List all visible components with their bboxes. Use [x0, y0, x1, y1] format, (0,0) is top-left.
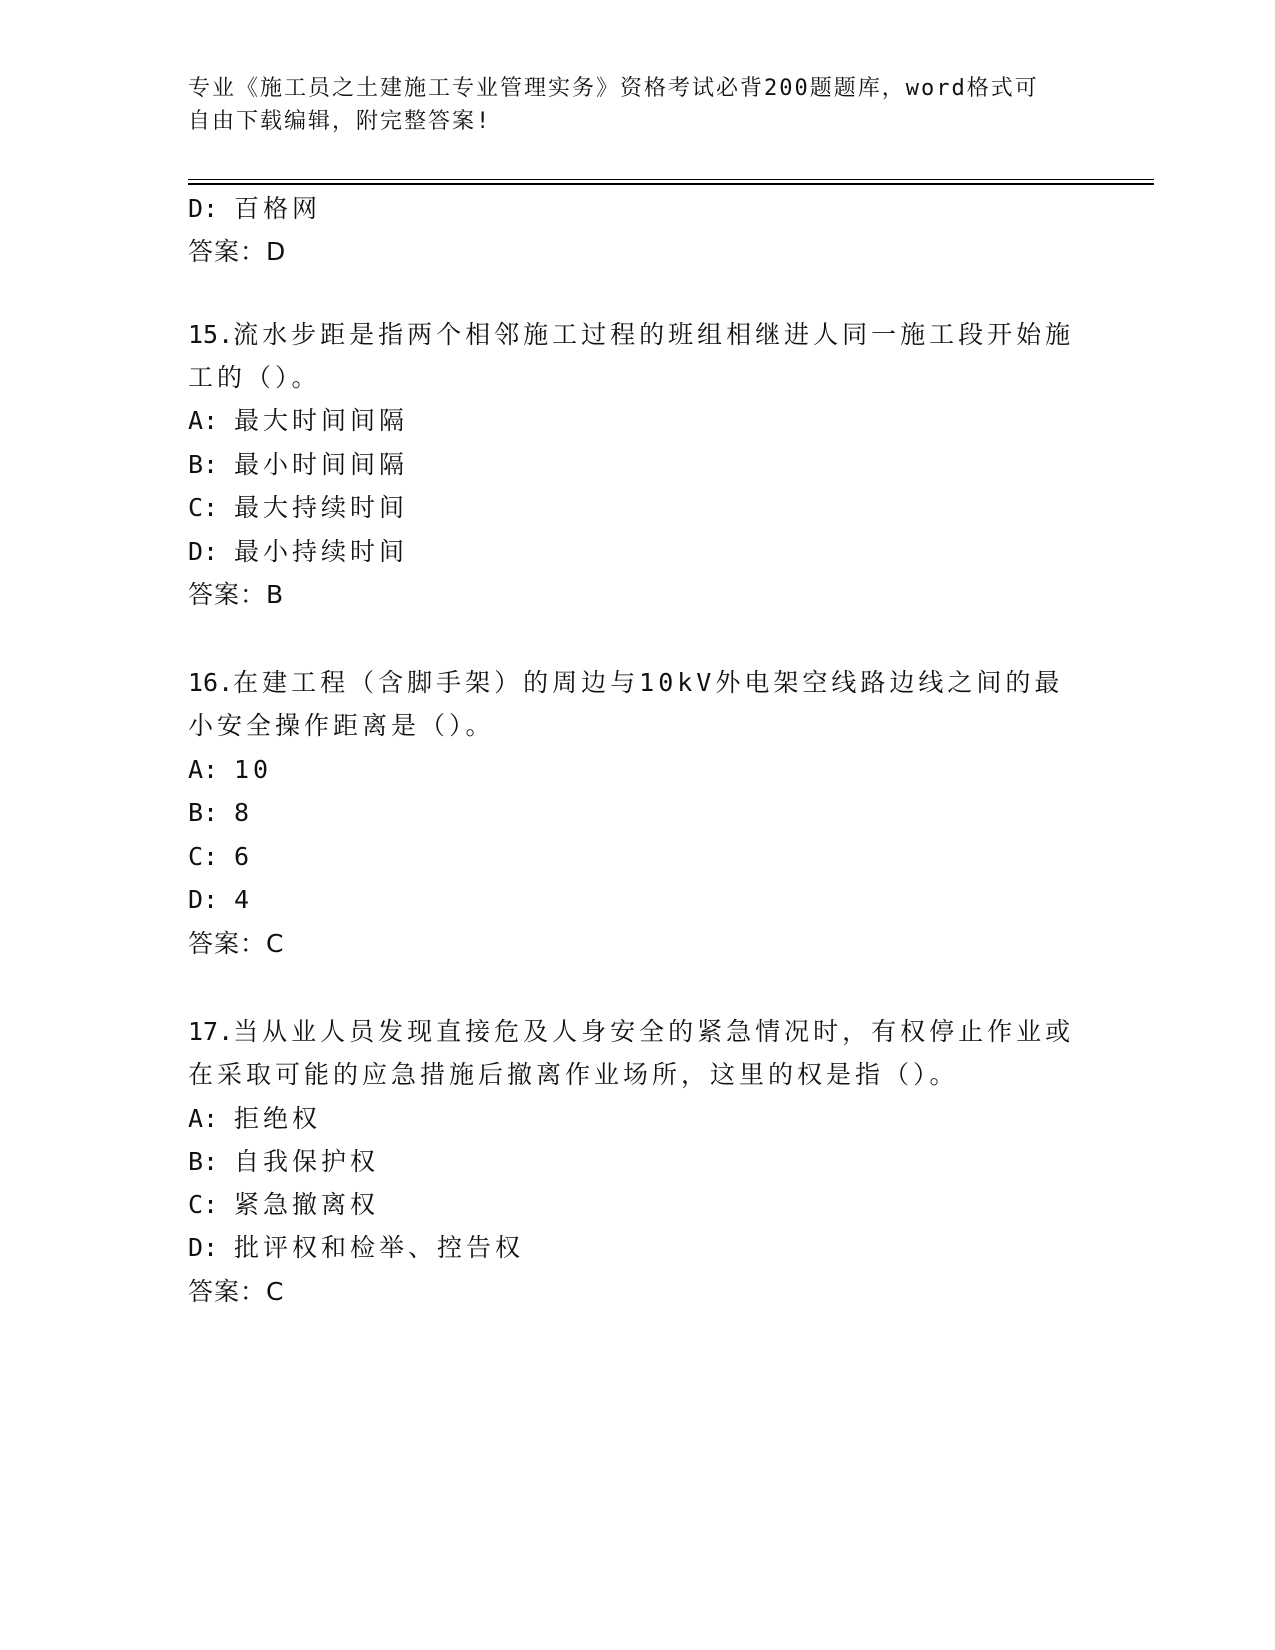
option-label: D: — [188, 885, 219, 914]
question-stem-line-1 — [188, 1017, 1074, 1047]
option-label: A: — [188, 1104, 219, 1133]
option-text: 紧急撤离权 — [234, 1190, 380, 1219]
header-line-1: 专业《施工员之土建施工专业管理实务》资格考试必背200题题库，word格式可 — [188, 76, 1039, 101]
option-text: 最大持续时间 — [234, 493, 409, 522]
question-stem-line-2: 在采取可能的应急措施后撤离作业场所，这里的权是指（）。 — [188, 1060, 959, 1089]
option-text: 自我保护权 — [234, 1147, 380, 1176]
option-label: A: — [188, 406, 219, 435]
question-number: 17. — [188, 1017, 234, 1046]
option-text: 6 — [234, 842, 254, 871]
option-label: D: — [188, 1233, 219, 1262]
header-line-2: 自由下载编辑，附完整答案! — [188, 109, 492, 134]
option-b — [188, 450, 408, 480]
header-divider-thin — [188, 179, 1154, 180]
question-stem-line-1 — [188, 320, 1074, 350]
option-text: 最小时间间隔 — [234, 450, 409, 479]
option-label: C: — [188, 493, 219, 522]
question-stem-line-1 — [188, 668, 1063, 698]
option-label: B: — [188, 1147, 219, 1176]
option-d — [188, 1233, 524, 1263]
option-label: D: — [188, 194, 219, 223]
question-number: 15. — [188, 320, 234, 349]
option-label: B: — [188, 798, 219, 827]
option-text: 最小持续时间 — [234, 537, 409, 566]
option-d — [188, 537, 408, 567]
option-label: B: — [188, 450, 219, 479]
option-text: 最大时间间隔 — [234, 406, 409, 435]
option-text: 10 — [234, 755, 273, 784]
answer-line: 答案：D — [188, 237, 287, 266]
question-number: 16. — [188, 668, 234, 697]
option-d — [188, 194, 321, 224]
answer-line: 答案：B — [188, 580, 285, 609]
option-label: D: — [188, 537, 219, 566]
option-text: 批评权和检举、控告权 — [234, 1233, 525, 1262]
option-a — [188, 755, 272, 785]
option-text: 拒绝权 — [234, 1104, 322, 1133]
option-text: 8 — [234, 798, 254, 827]
option-a — [188, 1104, 321, 1134]
answer-line: 答案：C — [188, 1277, 285, 1306]
option-label: C: — [188, 1190, 219, 1219]
option-b — [188, 798, 253, 828]
option-a — [188, 406, 408, 436]
option-text: 4 — [234, 885, 254, 914]
question-stem-line-2: 小安全操作距离是（）。 — [188, 711, 495, 740]
option-b — [188, 1147, 379, 1177]
header-divider-thick — [188, 183, 1154, 185]
question-text: 流水步距是指两个相邻施工过程的班组相继进人同一施工段开始施 — [233, 320, 1075, 349]
answer-line: 答案：C — [188, 929, 285, 958]
document-header — [188, 72, 1068, 138]
option-c — [188, 1190, 379, 1220]
question-stem-line-2: 工的（）。 — [188, 363, 321, 392]
question-text: 在建工程（含脚手架）的周边与10kV外电架空线路边线之间的最 — [233, 668, 1064, 697]
option-label: C: — [188, 842, 219, 871]
question-text: 当从业人员发现直接危及人身安全的紧急情况时，有权停止作业或 — [233, 1017, 1075, 1046]
option-d — [188, 885, 253, 915]
option-label: A: — [188, 755, 219, 784]
option-text: 百格网 — [234, 194, 322, 223]
option-c — [188, 842, 253, 872]
option-c — [188, 493, 408, 523]
